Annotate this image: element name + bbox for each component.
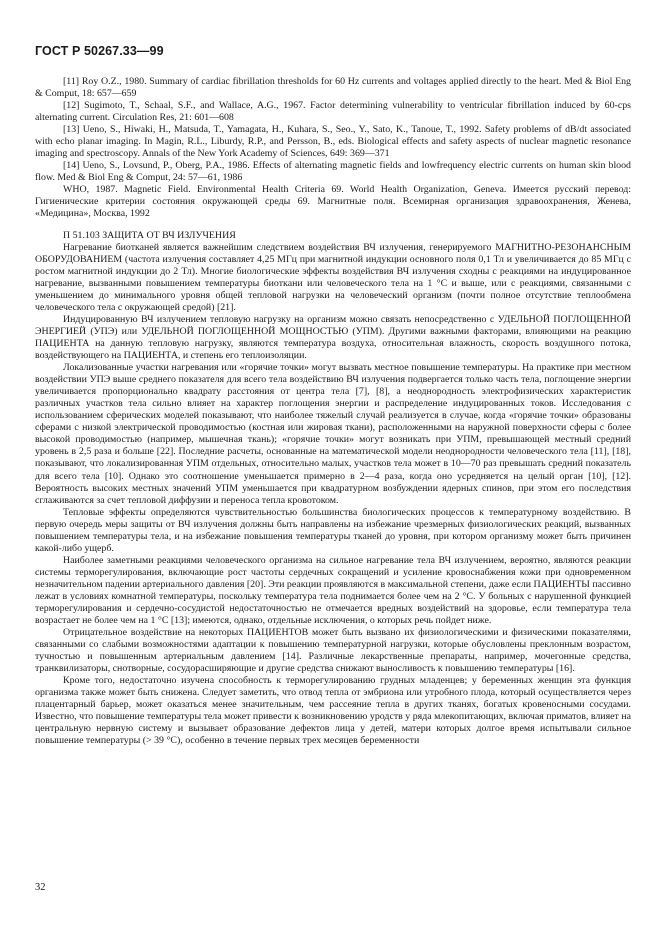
body-paragraph: Индуцированную ВЧ излучением тепловую нагрузку на организм можно связать непосредственно с УДЕЛЬНОЙ ПОГЛОЩЕННОЙ ЭНЕРГИЕЙ (УПЭ) или УДЕЛЬНОЙ ПОГЛОЩЕННОЙ МОЩНОСТЬЮ (УПМ). Другими важными факторами, влияющими на реакцию ПАЦИЕНТА на данную тепловую нагрузку, являются температура воздуха, относительная влажность, скорость воздушного потока, воздействующего на ПАЦИЕНТА, и степень его теплоизоляции. (35, 314, 631, 362)
body-paragraph: Кроме того, недостаточно изучена способность к терморегулированию грудных младенцев; у беременных женщин эта функция организма также может быть снижена. Следует заметить, что отвод тепла от эмбриона или утробного плода, который осуществляется через плацентарный барьер, может оказаться менее значительным, чем рассеяние тепла в других тканях, богатых кровеносными сосудами. Известно, что повышение температуры тела может привести к возникновению уродств у ряда млекопитающих, включая приматов, влияет на центральную нервную систему и вызывает образование дефектов лица у детей, матери которых долгое время испытывали сильное повышение температуры (> 39 °С), особенно в течение первых трех месяцев беременности (35, 674, 631, 746)
reference-item: [13] Ueno, S., Hiwaki, H., Matsuda, T., Yamagata, H., Kuhara, S., Seo., Y., Sato, K., Tanoue, T., 1992. Safety problems of dB/dt associated with echo planar imaging. In Magin, R.L., Liburdy, R.P., and Persson, B., eds. Biological effects and safety aspects of nuclear magnetic resonance imaging and spectroscopy. Annals of the New York Academy of Sciences, 649: 369—371 (35, 124, 631, 160)
section-spacer (35, 220, 631, 230)
body-paragraph: Наиболее заметными реакциями человеческого организма на сильное нагревание тела ВЧ излучением, вероятно, являются реакции системы терморегулирования, включающие рост частоты сердечных сокращений и усиление кровоснабжения кожи при одновременном незначительном падении артериального давления [20]. Эти реакции проявляются в максимальной степени, даже если ПАЦИЕНТЫ пассивно лежат в условиях комнатной температуры, поскольку температура тела поднимается более чем на 2 °С. У больных с нарушенной функцией терморегулирования и сердечно-сосудистой недостаточностью не отмечается вредных воздействий на здоровье, если температура тела возрастает не более чем на 1 °С [13]; имеются, однако, отдельные исключения, о которых речь пойдет ниже. (35, 554, 631, 626)
section-title: П 51.103 ЗАЩИТА ОТ ВЧ ИЗЛУЧЕНИЯ (63, 230, 236, 242)
reference-item: [12] Sugimoto, T., Schaal, S.F., and Wallace, A.G., 1967. Factor determining vulnerability to ventricular fibrillation induced by 60-cps alternating current. Circulation Res, 21: 601—608 (35, 100, 631, 124)
page-number: 32 (35, 882, 46, 893)
reference-list (35, 76, 631, 220)
reference-item: WHO, 1987. Magnetic Field. Environmental Health Criteria 69. World Health Organization, Geneva. Имеется русский перевод: Гигиенические критерии состояния окружающей среды 69. Магнитные поля. Всемирная организация здравоохранения, Женева, «Медицина», Москва, 1992 (35, 184, 631, 220)
page-body (35, 76, 631, 747)
body-paragraph: Локализованные участки нагревания или «горячие точки» могут вызвать местное повышение температуры. На практике при местном воздействии УПЭ выше среднего показателя для всего тела воздействию ВЧ излучения подвергается только часть тела, поглощение энергии увеличивается пропорционально квадрату расстояния от центра тела [7], [8], а неоднородность электрофизических характеристик различных участков тела сильно влияет на характер поглощения энергии и распределение индуцированных токов. Исследования с использованием сферических моделей показывают, что наиболее тяжелый случай реализуется в случае, когда «горячие точки» образованы сферами с низкой электрической проводимостью (костная или жировая ткани), расположенными на наружной поверхности сферы с более высокой проводимостью (например, мышечная ткань); «горячие точки» могут возникать при УПМ, превышающей местный средний уровень в 2,5 раза и больше [22]. Последние расчеты, основанные на математической модели неоднородности человеческого тела [11], [18], показывают, что локализированная УПМ отдельных, относительно малых, участков тела может в 10—70 раз превышать средний показатель для всего тела [10]. Однако это соотношение уменьшается примерно в 2—4 раза, когда оно усредняется на целый орган [10], [12]. Вероятность высоких местных значений УПМ уменьшается при квадратурном возбуждении ядерных спинов, при этом его последствия сглаживаются за счет тепловой диффузии и переноса тепла кровотоком. (35, 362, 631, 506)
reference-item: [14] Ueno, S., Lovsund, P., Oberg, P.A., 1986. Effects of alternating magnetic fields and lowfrequency electric currents on human skin blood flow. Med & Biol Eng & Comput, 24: 57—61, 1986 (35, 160, 631, 184)
document-code-header: ГОСТ Р 50267.33—99 (35, 44, 164, 58)
body-paragraph: Тепловые эффекты определяются чувствительностью большинства биологических процессов к температурному воздействию. В первую очередь меры защиты от ВЧ излучения должны быть направлены на избежание чрезмерных физиологических реакций, вызванных повышением температуры тела, и на избежание повышения температуры тканей до уровня, при котором организму может быть причинен какой-либо ущерб. (35, 506, 631, 554)
body-paragraph: Отрицательное воздействие на некоторых ПАЦИЕНТОВ может быть вызвано их физиологическими и физическими показателями, связанными со слабыми возможностями адаптации к повышению температурной нагрузки, которые обусловлены преклонным возрастом, тучностью и повышенным артериальным давлением [14]. Различные лекарственные препараты, например, мочегонные средства, транквилизаторы, снотворные, сосудорасширяющие и другие средства снижают выносливость к повышению температуры [16]. (35, 626, 631, 674)
body-paragraph: Нагревание биотканей является важнейшим следствием воздействия ВЧ излучения, генерируемого МАГНИТНО-РЕЗОНАНСНЫМ ОБОРУДОВАНИЕМ (частота излучения составляет 4,25 МГц при магнитной индукции основного поля 0,1 Тл и увеличивается до 85 МГц с ростом магнитной индукции до 2 Тл). Многие биологические эффекты воздействия ВЧ излучения сходны с реакциями на индуцированное нагревание, вызванными повышением температуры биоткани или человеческого тела на 1 °С и выше, или с реакциями, связанными с уменьшением до минимального уровня общей тепловой нагрузки на человеческий организм (почти полное отсутствие теплообмена человеческого тела с окружающей средой) [21]. (35, 242, 631, 314)
reference-item: [11] Roy O.Z., 1980. Summary of cardiac fibrillation thresholds for 60 Hz currents and voltages applied directly to the heart. Med & Biol Eng & Comput, 18: 657—659 (35, 76, 631, 100)
